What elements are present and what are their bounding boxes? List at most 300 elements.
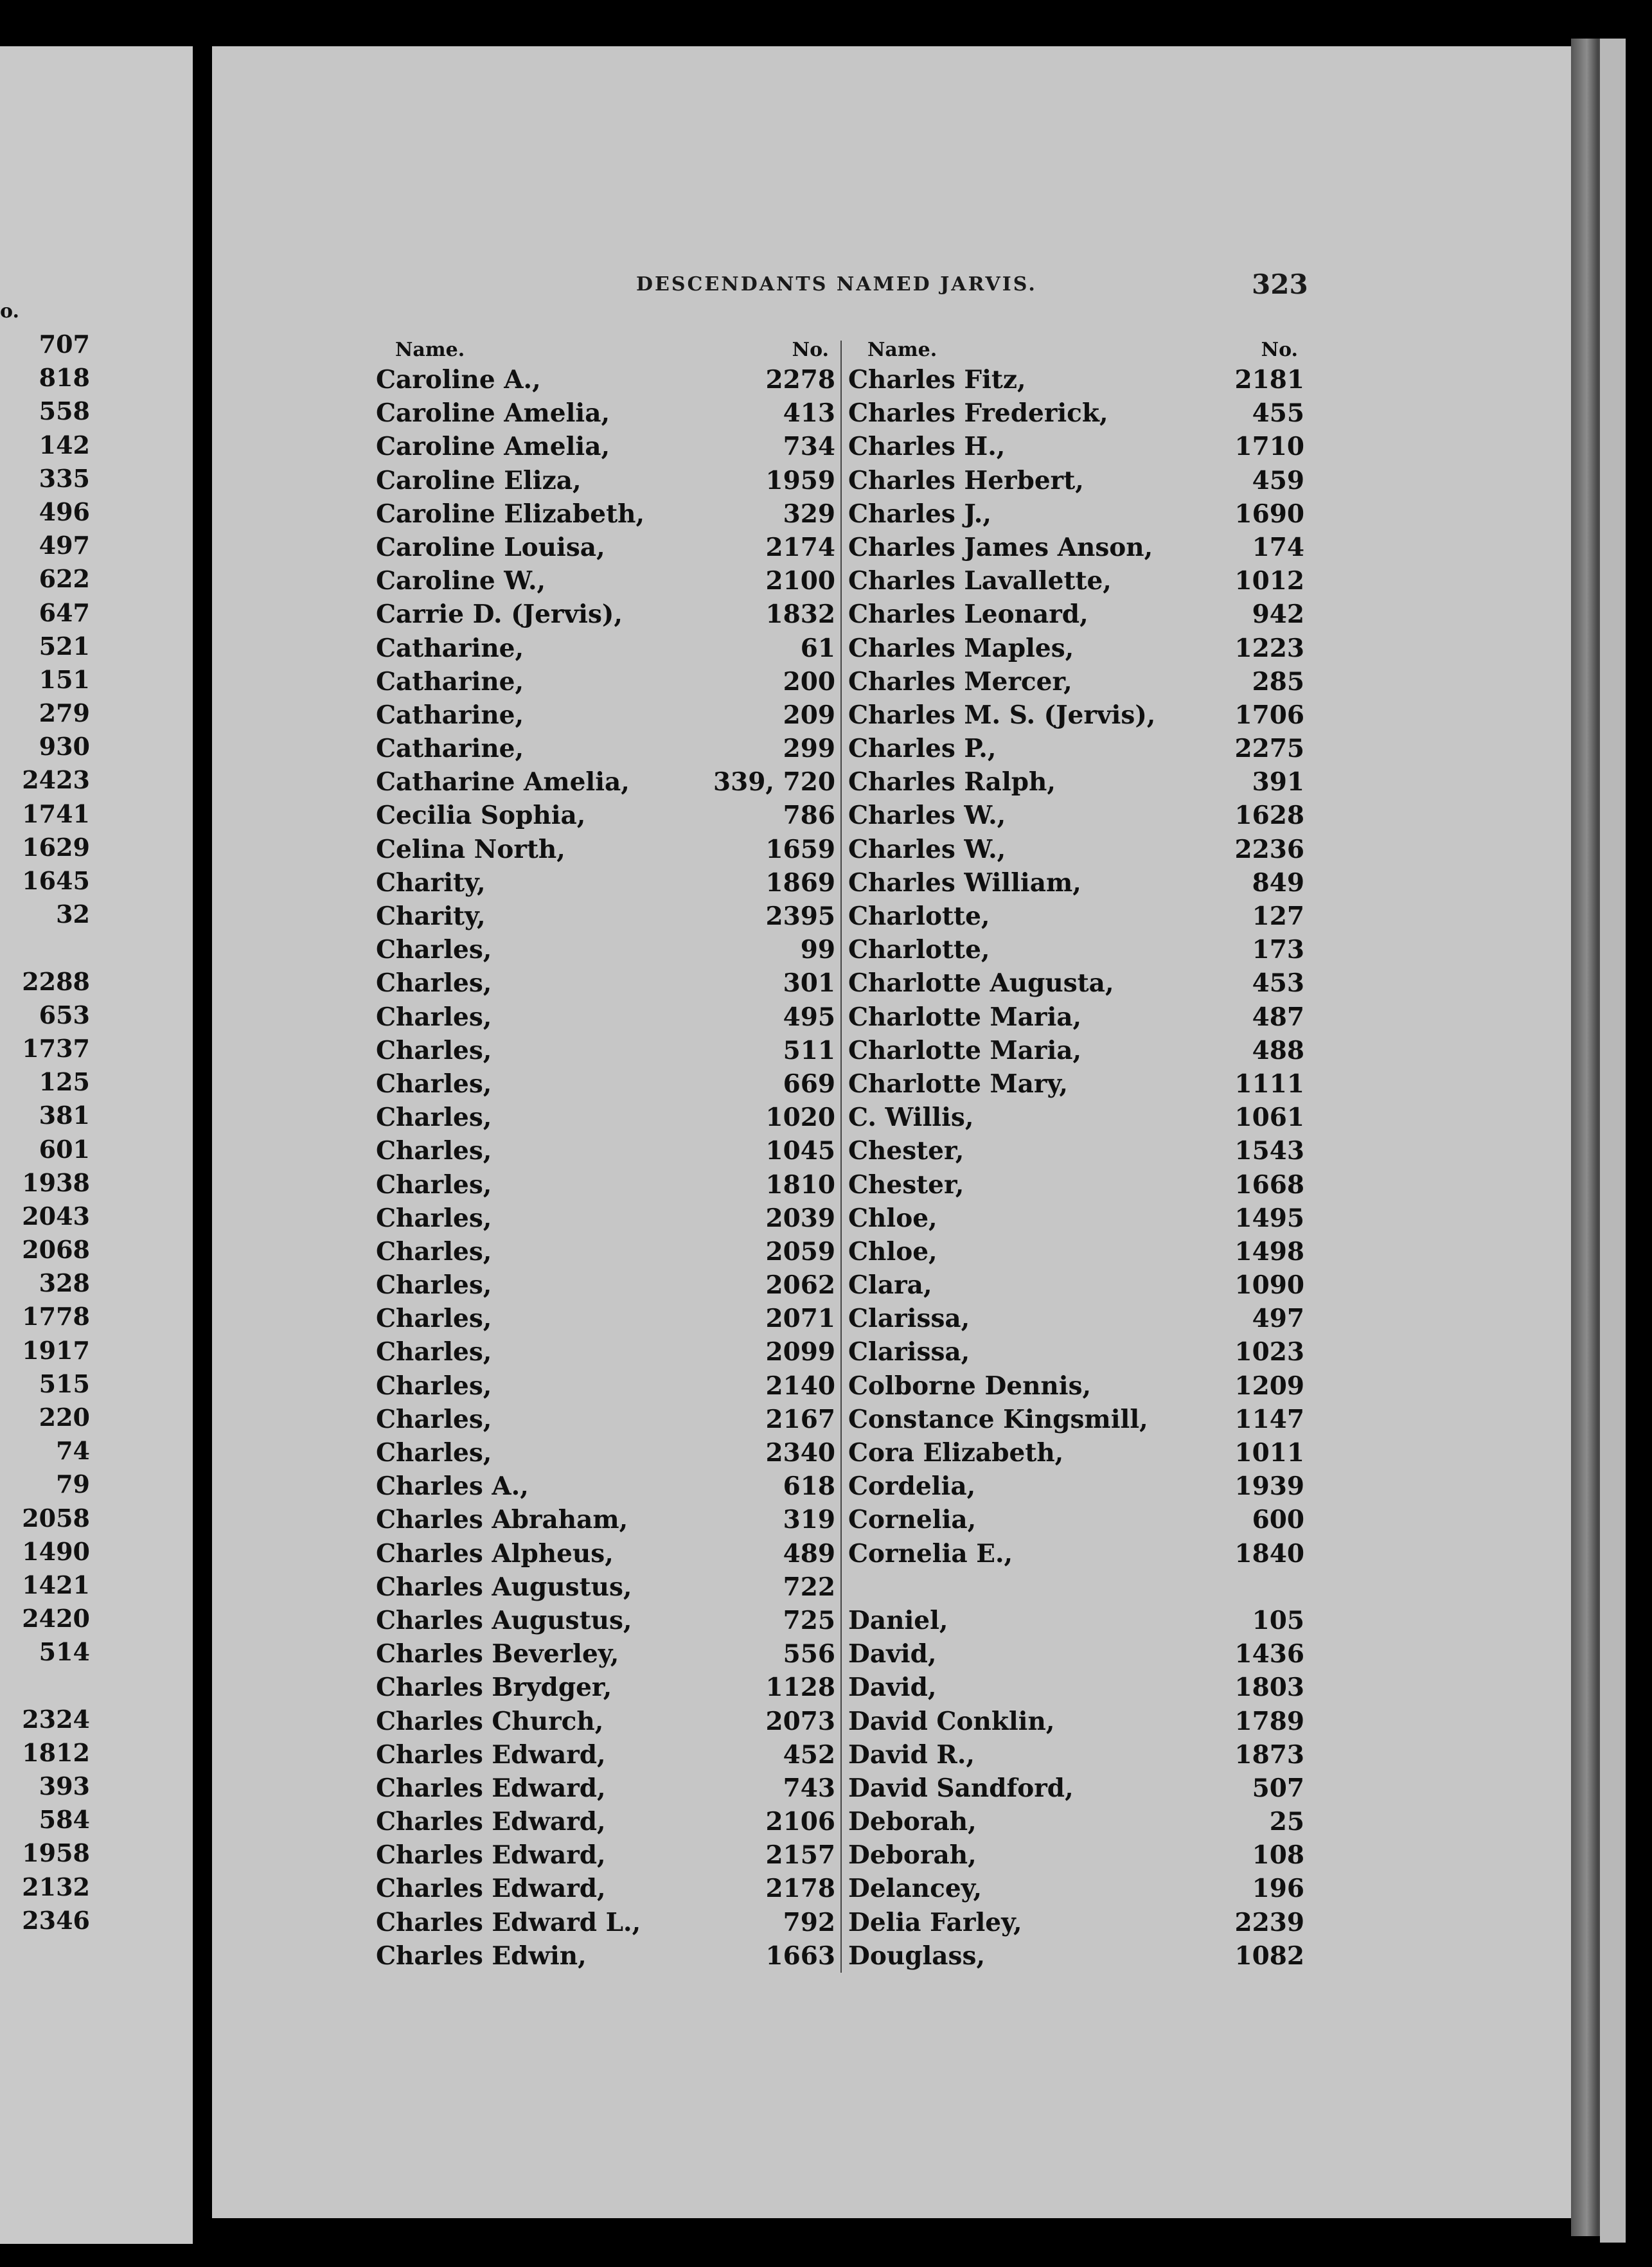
entry-number: 1147 (1234, 1404, 1304, 1434)
facing-page-number: 2324 (22, 1704, 90, 1734)
entry-number: 452 (783, 1739, 835, 1770)
index-rows (376, 363, 835, 1973)
entry-number: 319 (783, 1505, 835, 1535)
entry-number: 2039 (765, 1203, 835, 1233)
entry-number: 2167 (765, 1404, 835, 1434)
entry-number: 487 (1252, 1002, 1304, 1032)
entry-number: 743 (783, 1773, 835, 1803)
facing-page-header: o. (0, 300, 19, 323)
facing-page-number: 32 (56, 900, 90, 929)
index-entry (848, 1369, 1304, 1403)
facing-page-number: 1490 (22, 1536, 90, 1566)
index-entry (376, 1202, 835, 1235)
facing-page-number: 584 (39, 1805, 90, 1835)
index-entry (848, 1838, 1304, 1872)
entry-number: 1498 (1234, 1236, 1304, 1267)
entry-number: 1939 (1234, 1471, 1304, 1502)
facing-page-number: 335 (39, 463, 90, 493)
entry-name: Charles, (376, 1438, 492, 1468)
index-entry (376, 1403, 835, 1436)
entry-name: Cornelia, (848, 1505, 977, 1535)
entry-number: 2239 (1234, 1907, 1304, 1937)
facing-page-number: 521 (39, 631, 90, 661)
entry-number: 489 (783, 1538, 835, 1569)
index-entry (376, 732, 835, 765)
entry-number: 2099 (765, 1337, 835, 1367)
entry-number: 556 (783, 1639, 835, 1669)
entry-name: Charles W., (848, 834, 1006, 864)
entry-name: Cornelia E., (848, 1538, 1013, 1569)
index-entry (376, 1537, 835, 1570)
facing-page-number: 1629 (22, 832, 90, 862)
index-entry (848, 866, 1304, 900)
name-header: Name. (867, 339, 937, 361)
index-entry (848, 396, 1304, 430)
index-entry (848, 1168, 1304, 1202)
entry-number: 108 (1252, 1840, 1304, 1871)
entry-number: 1810 (765, 1169, 835, 1200)
entry-number: 99 (800, 935, 835, 965)
entry-number: 1873 (1234, 1739, 1304, 1770)
entry-name: Douglass, (848, 1941, 986, 1971)
index-entry (848, 1906, 1304, 1939)
entry-name: Charles Beverley, (376, 1639, 619, 1669)
index-entry (376, 531, 835, 564)
entry-number: 1628 (1234, 801, 1304, 831)
facing-page-number: 1741 (22, 799, 90, 828)
entry-name: Caroline A., (376, 365, 541, 395)
index-entry (848, 1872, 1304, 1905)
entry-number: 618 (783, 1471, 835, 1502)
facing-page-number: 2043 (22, 1201, 90, 1231)
index-entry (376, 966, 835, 1000)
entry-number: 488 (1252, 1035, 1304, 1065)
facing-page-number: 328 (39, 1268, 90, 1298)
entry-number: 792 (783, 1907, 835, 1937)
entry-number: 2140 (765, 1371, 835, 1401)
index-entry (376, 1067, 835, 1101)
entry-name: Caroline Louisa, (376, 532, 605, 562)
entry-number: 2395 (765, 902, 835, 931)
facing-page-number: 514 (39, 1637, 90, 1667)
entry-name: Cecilia Sophia, (376, 801, 586, 831)
entry-number: 25 (1269, 1807, 1304, 1837)
entry-number: 507 (1252, 1773, 1304, 1803)
entry-name: Charles James Anson, (848, 532, 1153, 562)
entry-name: Chloe, (848, 1236, 937, 1267)
entry-name: Chloe, (848, 1203, 937, 1233)
index-entry (376, 1034, 835, 1067)
index-entry (376, 1503, 835, 1536)
entry-number: 2100 (765, 566, 835, 596)
facing-page-number: 707 (39, 330, 90, 359)
entry-number: 942 (1252, 600, 1304, 630)
index-entry (376, 799, 835, 832)
index-entry (376, 1268, 835, 1302)
facing-page-number: 653 (39, 1000, 90, 1029)
column-divider (840, 341, 842, 1973)
entry-name: David R., (848, 1739, 975, 1770)
entry-name: Charles, (376, 1270, 492, 1301)
entry-name: Clarissa, (848, 1337, 970, 1367)
index-entry (376, 1302, 835, 1335)
entry-name: Daniel, (848, 1605, 948, 1635)
entry-number: 285 (1252, 666, 1304, 697)
entry-number: 1869 (765, 867, 835, 898)
entry-name: Charles, (376, 1002, 492, 1032)
index-entry (848, 1034, 1304, 1067)
entry-name: Charles Edwin, (376, 1941, 587, 1971)
index-entry (848, 933, 1304, 966)
entry-number: 209 (783, 700, 835, 730)
facing-page-number: 1958 (22, 1838, 90, 1868)
entry-number: 2178 (765, 1874, 835, 1904)
entry-number: 329 (783, 499, 835, 529)
entry-name: Caroline Amelia, (376, 432, 610, 462)
index-entry (376, 765, 835, 799)
facing-page-number: 2346 (22, 1905, 90, 1935)
index-entry (848, 1268, 1304, 1302)
facing-page-number: 393 (39, 1772, 90, 1801)
entry-number: 2236 (1234, 834, 1304, 864)
entry-name: Caroline Eliza, (376, 465, 582, 495)
entry-name: Clarissa, (848, 1304, 970, 1334)
index-entry (848, 531, 1304, 564)
entry-name: Carrie D. (Jervis), (376, 600, 623, 630)
entry-number: 511 (783, 1035, 835, 1065)
entry-number: 1840 (1234, 1538, 1304, 1569)
entry-name: Charles, (376, 1236, 492, 1267)
entry-name: Clara, (848, 1270, 932, 1301)
facing-page-number: 220 (39, 1403, 90, 1432)
entry-number: 2275 (1234, 734, 1304, 764)
entry-name: Catharine Amelia, (376, 767, 630, 797)
index-column-left (376, 337, 835, 1973)
entry-name: Charles, (376, 935, 492, 965)
entry-name: Charles Edward, (376, 1840, 606, 1871)
facing-page-number: 2288 (22, 966, 90, 996)
entry-name: Charles Mercer, (848, 666, 1072, 697)
entry-number: 453 (1252, 968, 1304, 999)
index-entry (848, 1772, 1304, 1805)
entry-number: 299 (783, 734, 835, 764)
entry-name: Caroline W., (376, 566, 546, 596)
entry-name: Cora Elizabeth, (848, 1438, 1064, 1468)
index-entry (376, 1369, 835, 1403)
entry-number: 725 (783, 1605, 835, 1635)
index-entry (376, 866, 835, 900)
index-entry (848, 799, 1304, 832)
index-entry (848, 1235, 1304, 1268)
index-entry (848, 1671, 1304, 1704)
entry-name: Charles Edward, (376, 1874, 606, 1904)
index-entry (848, 598, 1304, 631)
entry-number: 1023 (1234, 1337, 1304, 1367)
index-entry (376, 900, 835, 933)
entry-number: 2340 (765, 1438, 835, 1468)
entry-number: 1111 (1234, 1069, 1304, 1099)
index-entry (376, 1470, 835, 1503)
index-entry (376, 1168, 835, 1202)
entry-number: 1045 (765, 1136, 835, 1166)
entry-number: 1090 (1234, 1270, 1304, 1301)
entry-name: Charles, (376, 1136, 492, 1166)
entry-name: Caroline Amelia, (376, 398, 610, 429)
facing-page-number: 496 (39, 497, 90, 526)
index-entry (376, 497, 835, 531)
entry-number: 1495 (1234, 1203, 1304, 1233)
entry-number: 459 (1252, 465, 1304, 495)
entry-name: Charles, (376, 1203, 492, 1233)
index-entry (376, 464, 835, 497)
index-entry (376, 665, 835, 698)
facing-page-number: 818 (39, 363, 90, 393)
entry-number: 1128 (765, 1673, 835, 1703)
entry-name: Charles, (376, 1069, 492, 1099)
entry-number: 174 (1252, 532, 1304, 562)
index-entry (376, 1235, 835, 1268)
entry-number: 1543 (1234, 1136, 1304, 1166)
index-entry (376, 1101, 835, 1134)
index-entry (376, 1906, 835, 1939)
entry-name: Catharine, (376, 734, 524, 764)
index-entry (848, 1302, 1304, 1335)
entry-name: Charles William, (848, 867, 1081, 898)
index-entry (376, 1637, 835, 1671)
index-entry (848, 564, 1304, 598)
entry-number: 1436 (1234, 1639, 1304, 1669)
index-entry (376, 1436, 835, 1470)
entry-name: Charles Ralph, (848, 767, 1056, 797)
entry-name: Deborah, (848, 1840, 977, 1871)
entry-name: Charlotte Maria, (848, 1002, 1082, 1032)
index-entry (848, 497, 1304, 531)
entry-name: Charlotte Maria, (848, 1035, 1082, 1065)
entry-number: 196 (1252, 1874, 1304, 1904)
entry-number: 722 (783, 1572, 835, 1602)
facing-page-number: 515 (39, 1369, 90, 1398)
facing-page-number: 2420 (22, 1604, 90, 1633)
entry-number: 301 (783, 968, 835, 999)
entry-number: 786 (783, 801, 835, 831)
index-entry (848, 1604, 1304, 1637)
entry-number: 1011 (1234, 1438, 1304, 1468)
facing-page-fragment (0, 296, 90, 1937)
index-entry (848, 1335, 1304, 1369)
facing-page-number: 2068 (22, 1235, 90, 1265)
entry-number: 497 (1252, 1304, 1304, 1334)
entry-number: 2071 (765, 1304, 835, 1334)
entry-number: 2073 (765, 1706, 835, 1736)
index-entry (376, 1805, 835, 1838)
entry-name: Charles Augustus, (376, 1605, 632, 1635)
entry-name: Catharine, (376, 633, 524, 663)
entry-name: Charles, (376, 1304, 492, 1334)
index-entry (848, 1637, 1304, 1671)
entry-number: 2157 (765, 1840, 835, 1871)
entry-number: 1012 (1234, 566, 1304, 596)
entry-number: 1832 (765, 600, 835, 630)
index-entry (848, 1403, 1304, 1436)
facing-page-number: 2423 (22, 765, 90, 795)
index-entry (848, 1000, 1304, 1034)
entry-name: Charles, (376, 1103, 492, 1133)
entry-name: Charles Leonard, (848, 600, 1088, 630)
entry-name: Charles, (376, 1404, 492, 1434)
index-entry (848, 1738, 1304, 1772)
index-entry (848, 464, 1304, 497)
facing-page-number: 930 (39, 732, 90, 761)
entry-name: Catharine, (376, 666, 524, 697)
index-entry (376, 598, 835, 631)
page-number: 323 (1252, 269, 1308, 300)
entry-number: 1803 (1234, 1673, 1304, 1703)
entry-number: 339, 720 (713, 767, 835, 797)
facing-page-number: 279 (39, 698, 90, 728)
entry-number: 173 (1252, 935, 1304, 965)
index-entry (376, 1134, 835, 1168)
index-entry (376, 1772, 835, 1805)
entry-name: Charles Alpheus, (376, 1538, 614, 1569)
entry-name: C. Willis, (848, 1103, 974, 1133)
entry-name: Charles Edward, (376, 1739, 606, 1770)
entry-name: Charles J., (848, 499, 991, 529)
entry-name: Charles, (376, 1337, 492, 1367)
entry-name: Charles Brydger, (376, 1673, 612, 1703)
index-entry (848, 632, 1304, 665)
entry-name: Charlotte, (848, 902, 990, 931)
entry-number: 455 (1252, 398, 1304, 429)
index-entry (376, 396, 835, 430)
facing-page-number: 497 (39, 531, 90, 560)
entry-number: 391 (1252, 767, 1304, 797)
entry-number: 1706 (1234, 700, 1304, 730)
entry-name: David, (848, 1673, 937, 1703)
entry-name: Charles A., (376, 1471, 529, 1502)
index-rows (848, 363, 1304, 1973)
index-entry (376, 1872, 835, 1905)
facing-page-number (0, 931, 90, 965)
entry-number: 2062 (765, 1270, 835, 1301)
entry-name: Catharine, (376, 700, 524, 730)
running-head: DESCENDANTS NAMED JARVIS. (636, 273, 1037, 296)
facing-page-number: 622 (39, 564, 90, 594)
index-entry (376, 1671, 835, 1704)
facing-page-number: 2058 (22, 1503, 90, 1533)
entry-name: Charity, (376, 867, 486, 898)
facing-page-number: 1737 (22, 1033, 90, 1063)
index-entry (376, 833, 835, 866)
index-entry (376, 1939, 835, 1973)
index-entry (848, 966, 1304, 1000)
entry-number: 2174 (765, 532, 835, 562)
facing-page-number: 1938 (22, 1168, 90, 1197)
entry-number: 1789 (1234, 1706, 1304, 1736)
facing-page-number: 647 (39, 598, 90, 627)
facing-page-number: 79 (56, 1470, 90, 1499)
facing-page-number: 151 (39, 664, 90, 694)
entry-name: Chester, (848, 1169, 964, 1200)
index-entry (848, 1202, 1304, 1235)
entry-name: Charles Abraham, (376, 1505, 628, 1535)
index-entry (848, 1939, 1304, 1973)
entry-number: 127 (1252, 902, 1304, 931)
entry-name: Cordelia, (848, 1471, 976, 1502)
index-entry (376, 564, 835, 598)
entry-number: 669 (783, 1069, 835, 1099)
entry-name: Charles Church, (376, 1706, 604, 1736)
index-entry (376, 1705, 835, 1738)
index-entry (848, 765, 1304, 799)
entry-number: 1959 (765, 465, 835, 495)
index-entry (376, 933, 835, 966)
entry-name: Charles, (376, 1035, 492, 1065)
entry-number: 1020 (765, 1103, 835, 1133)
entry-name: Charles Edward, (376, 1773, 606, 1803)
entry-name: Charles P., (848, 734, 997, 764)
entry-number: 413 (783, 398, 835, 429)
entry-number: 1209 (1234, 1371, 1304, 1401)
entry-name: David Conklin, (848, 1706, 1055, 1736)
entry-name: Constance Kingsmill, (848, 1404, 1148, 1434)
entry-number: 600 (1252, 1505, 1304, 1535)
index-entry (848, 1436, 1304, 1470)
facing-page-numbers (0, 328, 90, 1937)
index-entry (848, 430, 1304, 463)
index-entry (376, 632, 835, 665)
facing-page-number: 601 (39, 1134, 90, 1164)
entry-name: Celina North, (376, 834, 565, 864)
name-header: Name. (395, 339, 465, 361)
facing-page-number: 381 (39, 1101, 90, 1130)
entry-name: Charles Herbert, (848, 465, 1084, 495)
entry-name: Charles, (376, 968, 492, 999)
index-entry (848, 665, 1304, 698)
entry-name: Charles Fitz, (848, 365, 1026, 395)
entry-number: 1668 (1234, 1169, 1304, 1200)
index-entry (848, 1537, 1304, 1570)
entry-number: 200 (783, 666, 835, 697)
entry-name: Charles Lavallette, (848, 566, 1112, 596)
facing-page-number: 1917 (22, 1335, 90, 1365)
index-entry (376, 1838, 835, 1872)
index-entry (376, 1335, 835, 1369)
entry-name: Charity, (376, 902, 486, 931)
entry-name: Charles, (376, 1371, 492, 1401)
facing-page-number: 558 (39, 396, 90, 426)
entry-number: 1690 (1234, 499, 1304, 529)
entry-number: 1710 (1234, 432, 1304, 462)
entry-number: 849 (1252, 867, 1304, 898)
index-entry (848, 833, 1304, 866)
index-entry (376, 1000, 835, 1034)
column-header (848, 337, 1304, 363)
index-entry (376, 1738, 835, 1772)
entry-name: Colborne Dennis, (848, 1371, 1092, 1401)
index-entry (848, 900, 1304, 933)
entry-name: Deborah, (848, 1807, 977, 1837)
entry-number: 1223 (1234, 633, 1304, 663)
entry-number: 61 (800, 633, 835, 663)
entry-name: Charles Edward L., (376, 1907, 641, 1937)
entry-number: 2278 (765, 365, 835, 395)
index-entry (848, 363, 1304, 396)
index-entry (848, 1503, 1304, 1536)
index-entry (848, 698, 1304, 732)
facing-page-number: 1778 (22, 1302, 90, 1331)
entry-number: 2181 (1234, 365, 1304, 395)
facing-page-number (0, 1669, 90, 1703)
